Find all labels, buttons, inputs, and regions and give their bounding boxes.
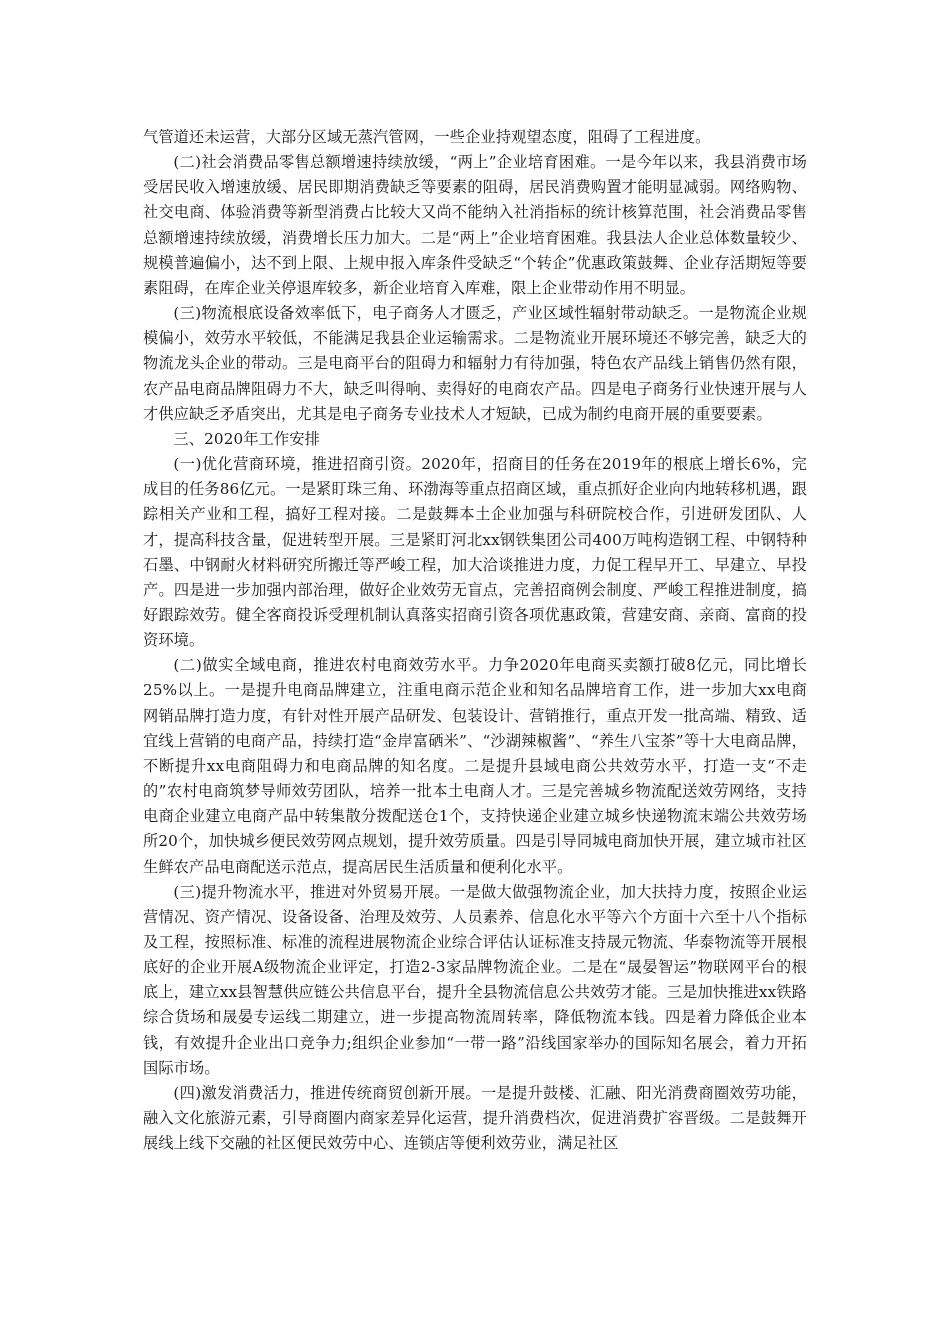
section-heading-2020-plan: 三、2020年工作安排 xyxy=(173,429,321,448)
paragraph-logistics-trade: (三)提升物流水平，推进对外贸易开展。一是做大做强物流企业，加大扶持力度，按照企业运营情况、资产情况、设备设备、治理及效劳、人员素养、信息化水平等六个方面十六至十八个指标及工程，按照标准、标准的流程进展物流企业综合评估认证标准支持晟元物流、华泰物流等开展根底好的企业开展A级物流企业评定，打造2-3家品牌物流企业。二是在“晟晏智运”物联网平台的根底上，建立xx县智慧供应链公共信息平台，提升全县物流信息公共效劳才能。三是加快推进xx铁路综合货场和晟晏专运线二期建立，进一步提高物流周转率，降低物流本钱。四是着力降低企业本钱，有效提升企业出口竞争力;组织企业参加“一带一路”沿线国家举办的国际知名展会，着力开拓国际市场。 xyxy=(143,882,807,1077)
paragraph-rural-ecommerce: (二)做实全域电商，推进农村电商效劳水平。力争2020年电商买卖额打破8亿元，同比增长25%以上。一是提升电商品牌建立，注重电商示范企业和知名品牌培育工作，进一步加大xx电商网销品牌打造力度，有针对性开展产品研发、包装设计、营销推行，重点开发一批高端、精致、适宜线上营销的电商产品，持续打造“金岸富硒米”、“沙湖辣椒酱”、“养生八宝茶”等十大电商品牌，不断提升xx电商阻碍力和电商品牌的知名度。二是提升县域电商公共效劳水平，打造一支“不走的”农村电商筑梦导师效劳团队，培养一批本土电商人才。三是完善城乡物流配送效劳网络，支持电商企业建立电商产品中转集散分拨配送仓1个，支持快递企业建立城乡快递物流末端公共效劳场所20个，加快城乡便民效劳网点规划，提升效劳质量。四是引导同城电商加快开展，建立城市社区生鲜农产品电商配送示范点，提高居民生活质量和便利化水平。 xyxy=(143,656,807,876)
paragraph-consumption-vitality: (四)激发消费活力，推进传统商贸创新开展。一是提升鼓楼、汇融、阳光消费商圈效劳功能，融入文化旅游元素，引导商圈内商家差异化运营，提升消费档次，促进消费扩容晋级。二是鼓舞开展线上线下交融的社区便民效劳中心、连锁店等便利效劳业，满足社区 xyxy=(143,1083,807,1153)
paragraph-logistics-shortage: (三)物流根底设备效率低下，电子商务人才匮乏，产业区域性辐射带动缺乏。一是物流企业规模偏小，效劳水平较低，不能满足我县企业运输需求。二是物流业开展环境还不够完善，缺乏大的物流龙头企业的带动。三是电商平台的阻碍力和辐射力有待加强，特色农产品线上销售仍然有限，农产品电商品牌阻碍力不大，缺乏叫得响、卖得好的电商农产品。四是电子商务行业快速开展与人才供应缺乏矛盾突出，尤其是电子商务专业技术人才短缺，已成为制约电商开展的重要要素。 xyxy=(143,304,807,423)
paragraph-continuation: 气管道还未运营，大部分区域无蒸汽管网，一些企业持观望态度，阻碍了工程进度。 xyxy=(143,128,711,146)
paragraph-investment-attraction: (一)优化营商环境，推进招商引资。2020年，招商目的任务在2019年的根底上增长6%，完成目的任务86亿元。一是紧盯珠三角、环渤海等重点招商区域，重点抓好企业向内地转移机遇，跟踪相关产业和工程，搞好工程对接。二是鼓舞本土企业加强与科研院校合作，引进研发团队、人才，提高科技含量，促进转型开展。三是紧盯河北xx钢铁集团公司400万吨构造钢工程、中钢特种石墨、中钢耐火材料研究所搬迁等严峻工程，加大洽谈推进力度，力促工程早开工、早建立、早投产。四是进一步加强内部治理，做好企业效劳无盲点，完善招商例会制度、严峻工程推进制度，搞好跟踪效劳。健全客商投诉受理机制认真落实招商引资各项优惠政策，营建安商、亲商、富商的投资环境。 xyxy=(143,455,807,650)
paragraph-consumption-slowdown: (二)社会消费品零售总额增速持续放缓，“两上”企业培育困难。一是今年以来，我县消费市场受居民收入增速放缓、居民即期消费缺乏等要素的阻碍，居民消费购置才能明显减弱。网络购物、社交电商、体验消费等新型消费占比较大又尚不能纳入社消指标的统计核算范围，社会消费品零售总额增速持续放缓，消费增长压力加大。二是“两上”企业培育困难。我县法人企业总体数量较少、规模普遍偏小，达不到上限、上规申报入库条件受缺乏“个转企”优惠政策鼓舞、企业存活期短等要素阻碍，在库企业关停退库较多，新企业培育入库难，限上企业带动作用不明显。 xyxy=(143,153,807,297)
document-page xyxy=(143,125,807,1156)
